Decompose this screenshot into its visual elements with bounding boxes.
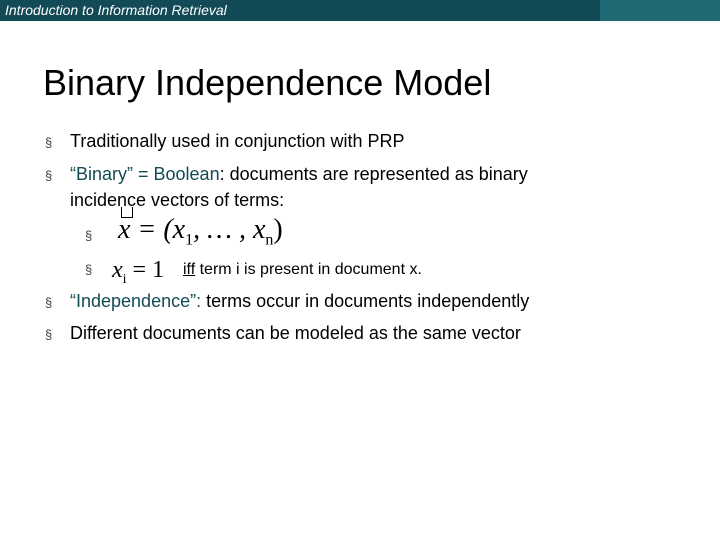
bullet-binary: [70, 164, 528, 185]
formula-sub-1: 1: [185, 231, 194, 249]
formula-term-sub: i: [122, 271, 127, 287]
formula-sub-n: n: [265, 231, 274, 249]
bullet-same-vector: Different documents can be modeled as the same vector: [70, 323, 521, 343]
bullet-independence-strong: “Independence”:: [70, 291, 202, 311]
formula-vector: [118, 214, 283, 250]
bullet-binary-rest: : documents are represented as binary: [219, 164, 528, 184]
bullet-marker-icon: §: [45, 295, 53, 310]
header-bar: [0, 0, 600, 21]
iff-underlined: iff: [183, 261, 196, 278]
course-title: Introduction to Information Retrieval: [5, 2, 227, 18]
iff-rest: term i is present in document x.: [195, 261, 422, 278]
formula-term-rhs: = 1: [126, 257, 165, 283]
iff-text: [183, 261, 422, 279]
header-accent: [600, 0, 720, 21]
bullet-independence: [70, 291, 529, 312]
formula-vector-end: ): [273, 214, 283, 245]
formula-vector-mid: , … , x: [193, 214, 266, 245]
bullet-marker-icon: §: [45, 327, 53, 342]
bullet-independence-rest: terms occur in documents independently: [201, 291, 530, 311]
formula-term: [112, 257, 164, 288]
bullet-marker-icon: §: [45, 135, 53, 150]
bullet-binary-cont: incidence vectors of terms:: [70, 190, 285, 210]
sub-bullet-marker-icon: §: [85, 262, 93, 277]
slide-title: Binary Independence Model: [43, 62, 492, 103]
bullet-prp: Traditionally used in conjunction with PRP: [70, 131, 405, 151]
bullet-marker-icon: §: [45, 168, 53, 183]
bullet-binary-strong: “Binary” = Boolean: [70, 164, 220, 184]
sub-bullet-marker-icon: §: [85, 228, 93, 243]
formula-vector-head: x = (x: [118, 214, 186, 245]
formula-term-var: x: [112, 257, 123, 283]
